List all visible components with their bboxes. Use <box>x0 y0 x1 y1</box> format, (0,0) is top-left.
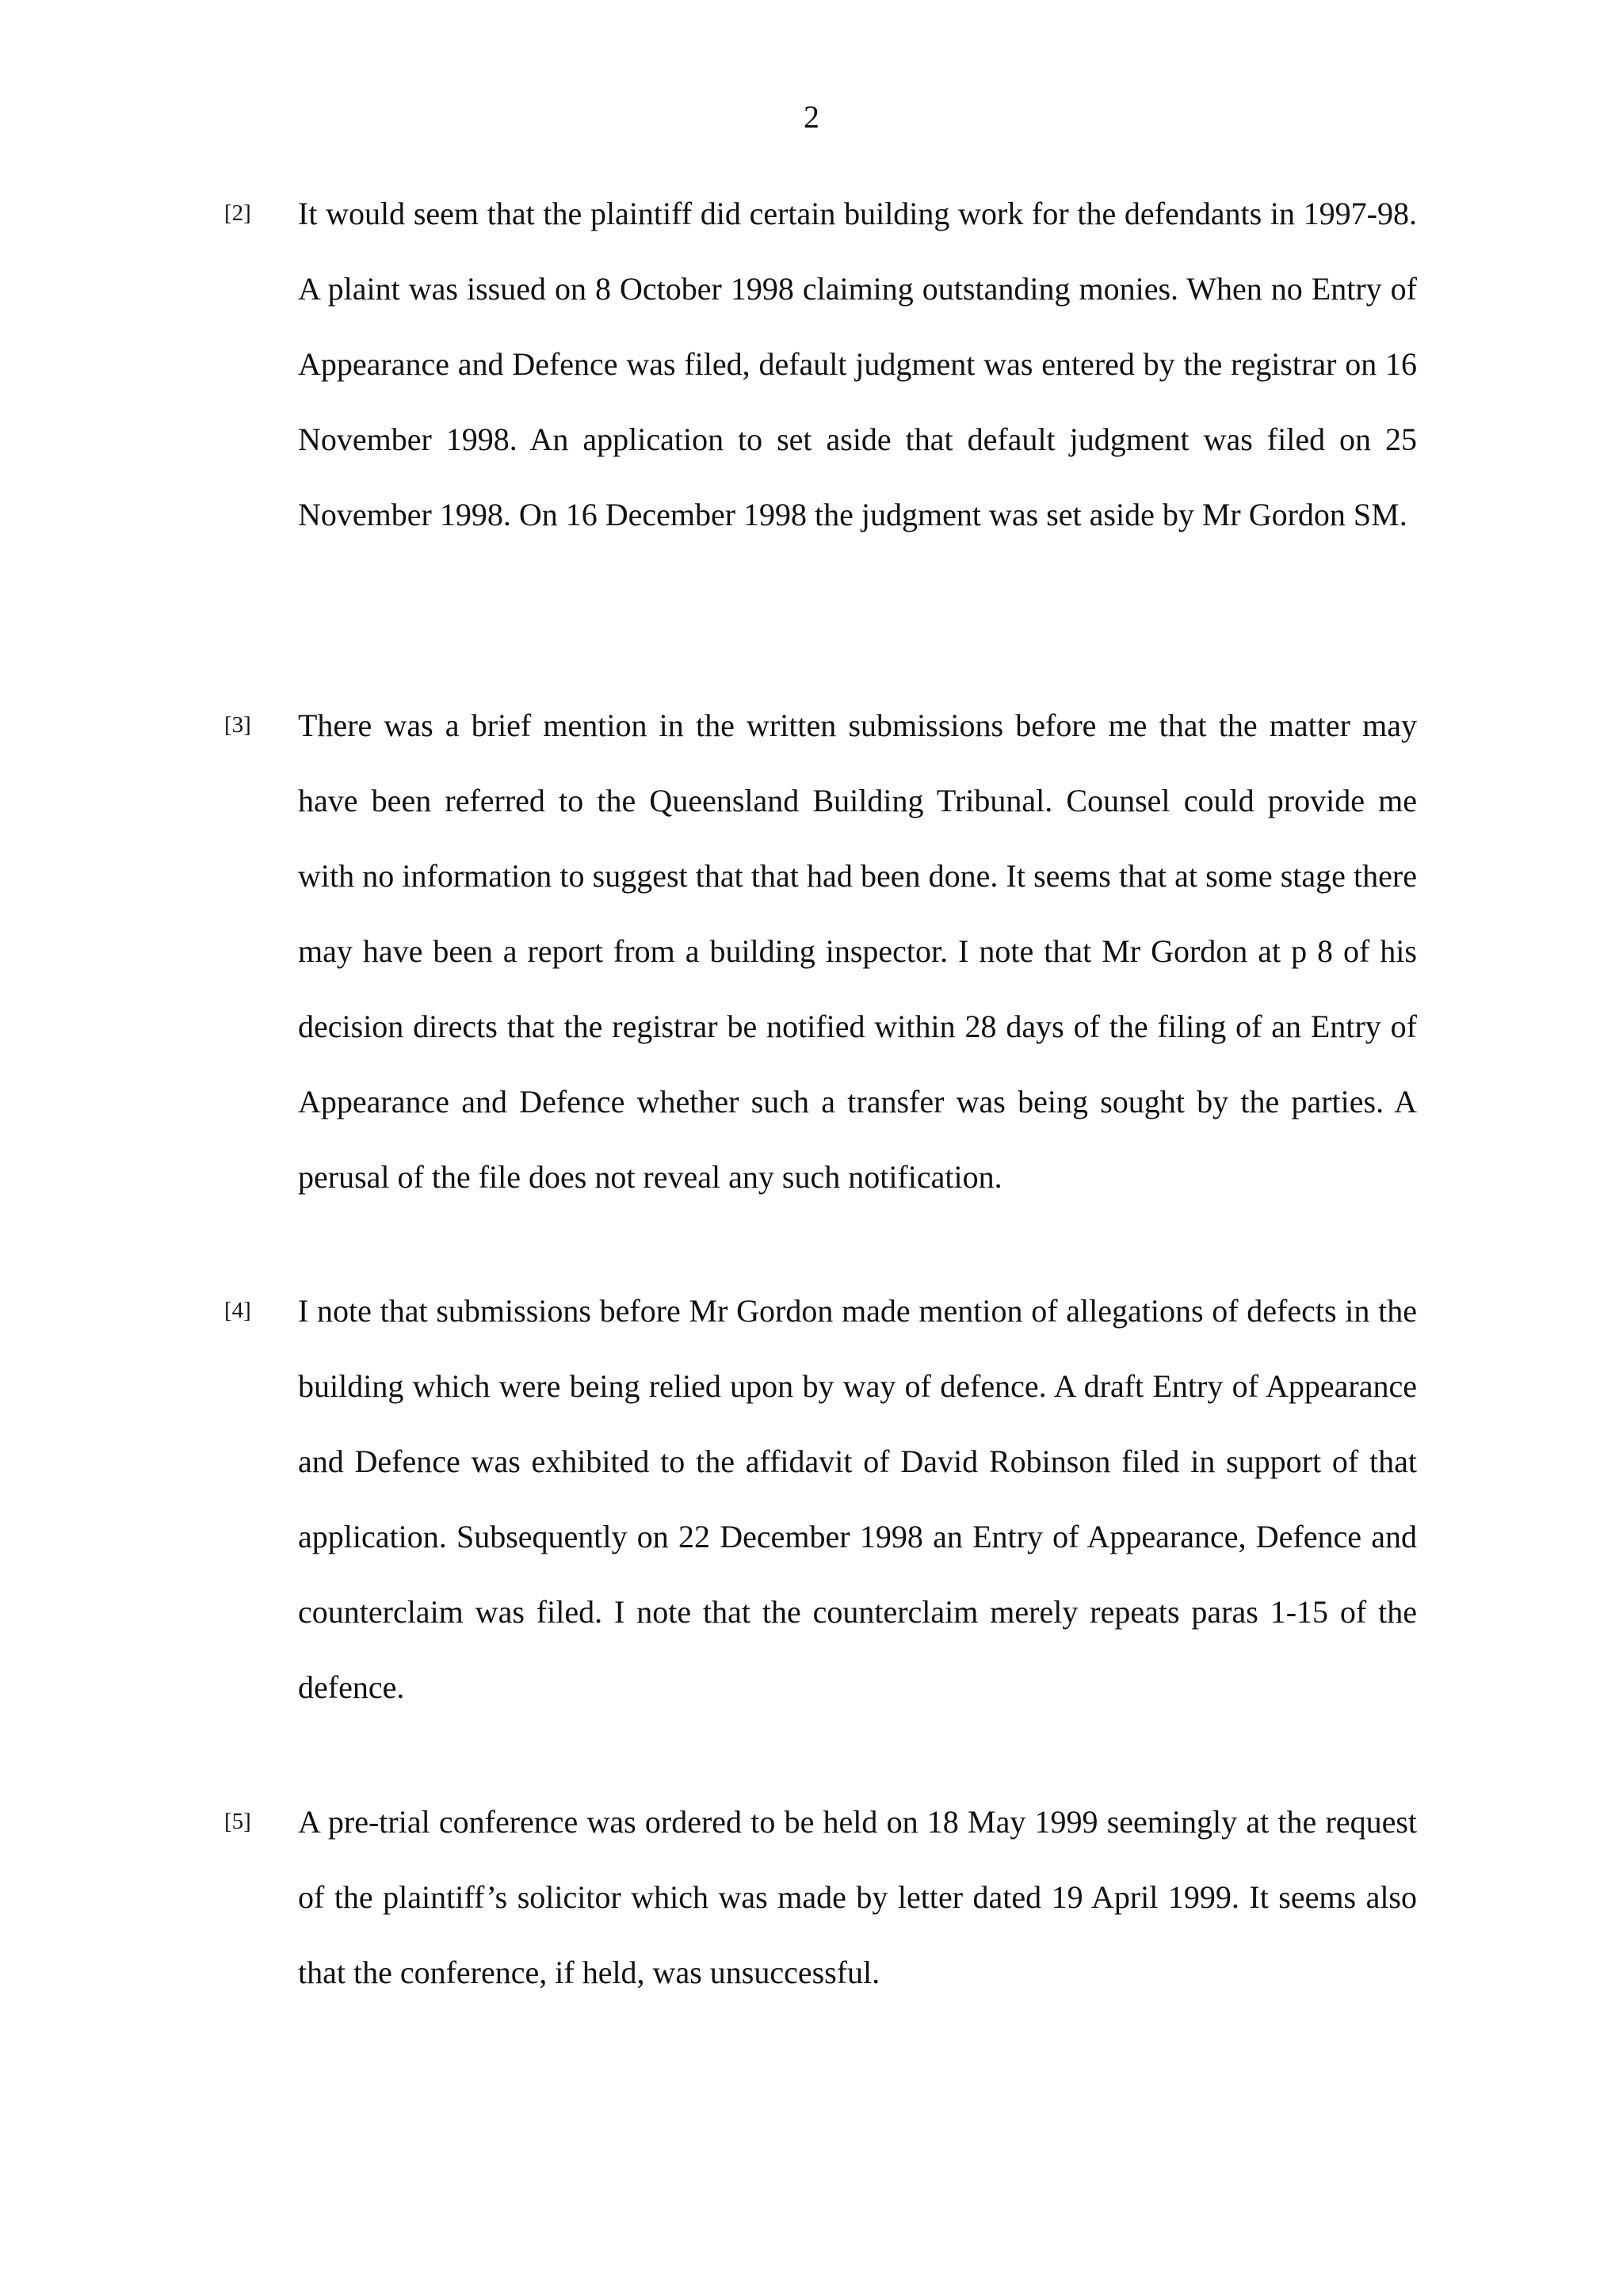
paragraph-number: [3] <box>224 712 251 738</box>
paragraph-4 <box>224 1273 1417 1725</box>
paragraph-2 <box>224 176 1417 552</box>
paragraph-number: [4] <box>224 1298 251 1323</box>
paragraph-text: There was a brief mention in the written submissions before me that the matter may have been referred to the Queensland Building Tribunal. Counsel could provide me with no information to suggest that that had been done. It seems that at some stage there may have been a report from a building inspector. I note that Mr Gordon at p 8 of his decision directs that the registrar be notified within 28 days of the filing of an Entry of Appearance and Defence whether such a transfer was being sought by the parties. A perusal of the file does not reveal any such notification. <box>298 707 1417 1195</box>
paragraph-3 <box>224 688 1417 1215</box>
paragraph-text: A pre-trial conference was ordered to be held on 18 May 1999 seemingly at the request of the plaintiff’s solicitor which was made by letter dated 19 April 1999. It seems also that the conference, if held, was unsuccessful. <box>298 1804 1417 1990</box>
page-number: 2 <box>804 99 819 135</box>
paragraph-5 <box>224 1784 1417 2010</box>
paragraph-number: [2] <box>224 200 251 226</box>
paragraph-text: I note that submissions before Mr Gordon made mention of allegations of defects in the building which were being relied upon by way of defence. A draft Entry of Appearance and Defence was exhibited to the affidavit of David Robinson filed in support of that application. Subsequently on 22 December 1998 an Entry of Appearance, Defence and counterclaim was filed. I note that the counterclaim merely repeats paras 1-15 of the defence. <box>298 1293 1417 1705</box>
paragraph-text: It would seem that the plaintiff did certain building work for the defendants in 1997-98. A plaint was issued on 8 October 1998 claiming outstanding monies. When no Entry of Appearance and Defence was filed, default judgment was entered by the registrar on 16 November 1998. An application to set aside that default judgment was filed on 25 November 1998. On 16 December 1998 the judgment was set aside by Mr Gordon SM. <box>298 196 1417 532</box>
paragraph-number: [5] <box>224 1809 251 1834</box>
